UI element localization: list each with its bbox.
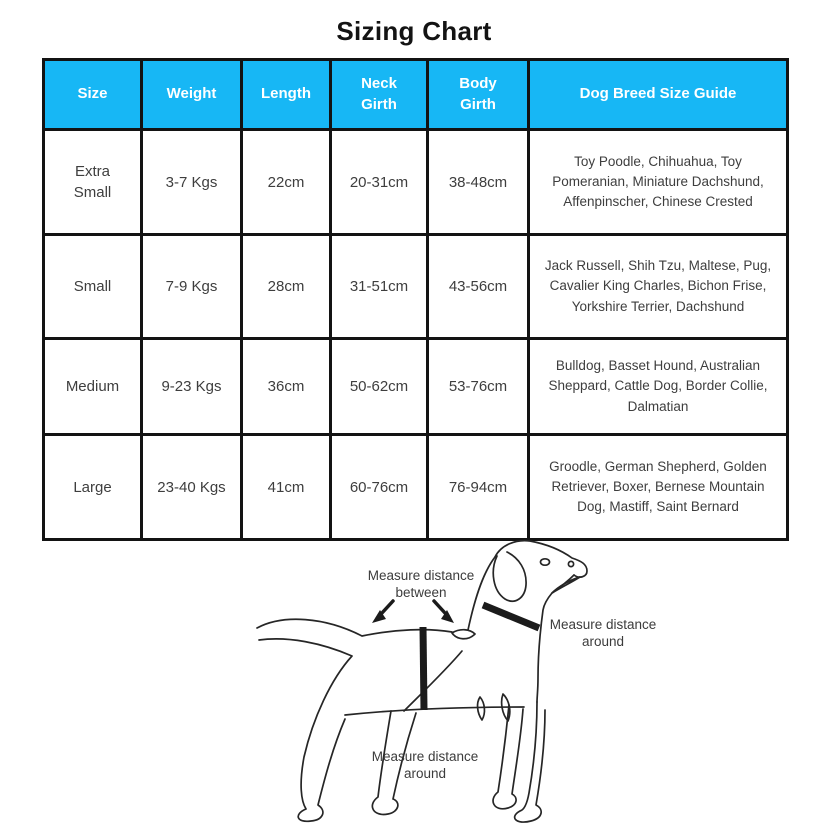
neck-label-line2: around xyxy=(581,634,625,649)
cell-body-girth: 38-48cm xyxy=(428,130,529,235)
mouth-line xyxy=(552,577,580,593)
column-header-length: Length xyxy=(242,60,331,130)
arrow-shaft xyxy=(434,601,445,613)
length-arrow-right-icon xyxy=(434,601,454,623)
cell-breed-guide: Bulldog, Basset Hound, Australian Sheppard, Cattle Dog, Border Collie, Dalmatian xyxy=(529,339,788,435)
table-row-small xyxy=(44,235,788,339)
cell-size: Large xyxy=(44,435,142,540)
neck-label-line1: Measure distance xyxy=(549,617,657,632)
cell-length: 36cm xyxy=(242,339,331,435)
ear xyxy=(493,552,526,601)
body-girth-mark xyxy=(423,627,424,710)
cell-weight: 7-9 Kgs xyxy=(142,235,242,339)
sizing-table xyxy=(42,58,789,541)
belly-line xyxy=(345,707,524,715)
cell-neck-girth: 31-51cm xyxy=(331,235,428,339)
body-label-line1: Measure distance xyxy=(371,749,479,764)
length-arrow-left-icon xyxy=(372,601,393,623)
cell-length: 28cm xyxy=(242,235,331,339)
table-row-medium xyxy=(44,339,788,435)
neck-girth-mark xyxy=(483,605,539,628)
front-leg-near xyxy=(515,702,545,822)
cell-size: Medium xyxy=(44,339,142,435)
cell-neck-girth: 50-62cm xyxy=(331,339,428,435)
cell-weight: 23-40 Kgs xyxy=(142,435,242,540)
column-header-weight: Weight xyxy=(142,60,242,130)
table-row-extra-small xyxy=(44,130,788,235)
eye xyxy=(541,559,550,565)
cell-size: Extra Small xyxy=(44,130,142,235)
cell-length: 41cm xyxy=(242,435,331,540)
length-label-line2: between xyxy=(395,585,447,600)
cell-breed-guide: Jack Russell, Shih Tzu, Maltese, Pug, Cavalier King Charles, Bichon Frise, Yorkshire Terrier, Dachshund xyxy=(529,235,788,339)
muzzle-jaw-chest-line xyxy=(537,575,574,702)
cell-weight: 3-7 Kgs xyxy=(142,130,242,235)
dog-measurement-illustration xyxy=(0,538,828,826)
length-label-line1: Measure distance xyxy=(367,568,475,583)
head-outline xyxy=(495,541,587,577)
cell-body-girth: 53-76cm xyxy=(428,339,529,435)
cell-breed-guide: Groodle, German Shepherd, Golden Retriever, Boxer, Bernese Mountain Dog, Mastiff, Saint Bernard xyxy=(529,435,788,540)
header-row xyxy=(44,60,788,130)
table-row-large xyxy=(44,435,788,540)
column-header-size: Size xyxy=(44,60,142,130)
cell-neck-girth: 60-76cm xyxy=(331,435,428,540)
nostril xyxy=(568,561,573,566)
arrow-shaft xyxy=(382,601,393,613)
withers-tuft xyxy=(452,630,475,639)
cell-neck-girth: 20-31cm xyxy=(331,130,428,235)
page-title: Sizing Chart xyxy=(336,16,492,46)
column-header-neck-girth: Neck Girth xyxy=(331,60,428,130)
body-label-line2: around xyxy=(403,766,447,781)
cell-body-girth: 76-94cm xyxy=(428,435,529,540)
table-header xyxy=(44,60,788,130)
column-header-breed-guide: Dog Breed Size Guide xyxy=(529,60,788,130)
cell-weight: 9-23 Kgs xyxy=(142,339,242,435)
chest-tuft xyxy=(478,697,485,720)
thigh-line xyxy=(404,651,462,711)
cell-body-girth: 43-56cm xyxy=(428,235,529,339)
column-header-body-girth: Body Girth xyxy=(428,60,529,130)
cell-size: Small xyxy=(44,235,142,339)
cell-breed-guide: Toy Poodle, Chihuahua, Toy Pomeranian, Miniature Dachshund, Affenpinscher, Chinese Crested xyxy=(529,130,788,235)
cell-length: 22cm xyxy=(242,130,331,235)
measurement-diagram xyxy=(0,538,828,826)
tail-bottom-rump-hind-leg xyxy=(259,639,352,821)
